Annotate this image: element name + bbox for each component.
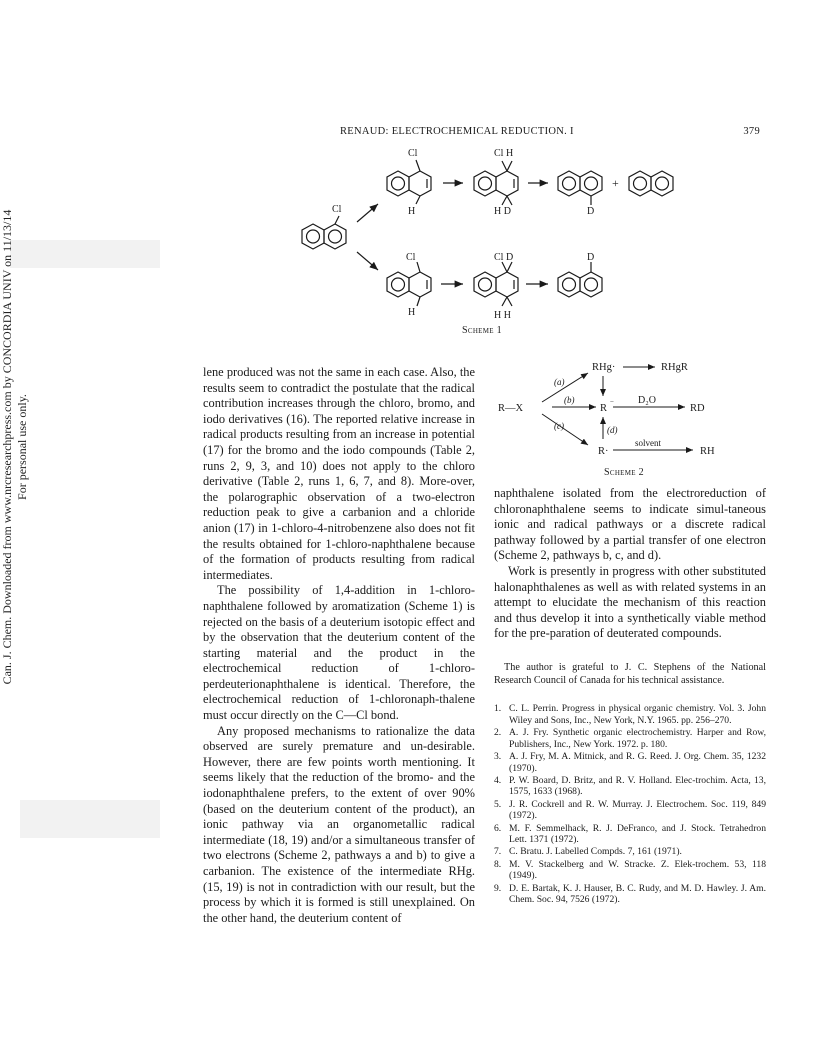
deuteronaphthalene-top-structure [558, 171, 602, 205]
label-r-radical: R· [598, 446, 609, 457]
reference-text: A. J. Fry. Synthetic organic electrochemistry. Harper and Row, Publishers, Inc., New York. 1972. p. 180. [509, 726, 766, 750]
reference-item [494, 823, 766, 846]
label-d2o: D₂O [638, 395, 656, 406]
label-bot-cld: Cl D [494, 252, 514, 263]
scheme-1-caption: Scheme 1 [462, 325, 502, 336]
reference-number: 1. [494, 703, 502, 714]
reference-number: 4. [494, 774, 502, 786]
scheme-1 [0, 0, 816, 340]
reference-text: C. L. Perrin. Progress in physical organic chemistry. Vol. 3. John Wiley and Sons, Inc., New York, N.Y. 1965. pp. 256–270. [509, 703, 766, 726]
label-top-clh: Cl H [494, 148, 514, 159]
reference-item [494, 775, 766, 798]
label-bot-cl-1: Cl [406, 252, 416, 263]
reference-item [494, 846, 766, 858]
label-rx: R—X [498, 403, 524, 414]
reference-item [494, 703, 766, 726]
download-notice-line2: For personal use only. [15, 394, 29, 500]
reference-text: M. V. Stackelberg and W. Stracke. Z. Elek-trochem. 53, 118 (1949). [509, 858, 766, 882]
bottom-intermediate-1-structure [387, 262, 431, 306]
deuteronaphthalene-bottom-structure [558, 262, 602, 297]
label-bot-h-1: H [408, 307, 416, 318]
label-top-d: D [587, 206, 595, 217]
scheme-2 [490, 355, 770, 480]
reference-number: 5. [494, 798, 502, 810]
reference-item [494, 859, 766, 882]
paragraph: The possibility of 1,4-addition in 1-chloro-naphthalene followed by aromatization (Scheme 1) is rejected on the basis of a deuterium isotopic effect and by the observation that the deuterium content of the starting material and the product in the electrochemical reduction of 1-chloro-perdeuterionaphthalene is identical. Therefore, the electrochemical reduction of 1-chloronaph-thalene must occur directly on the C—Cl bond. [203, 583, 475, 723]
label-plus: + [612, 176, 619, 190]
label-bot-hh: H H [494, 310, 511, 321]
reference-number: 2. [494, 726, 502, 738]
download-notice-line1: Can. J. Chem. Downloaded from www.nrcresearchpress.com by CONCORDIA UNIV on 11/13/14 [0, 209, 14, 685]
label-top-hd: H D [494, 206, 511, 217]
pathway-c-arrow [542, 414, 588, 445]
arrow-down-path [357, 252, 378, 270]
naphthalene-start-structure [302, 216, 346, 249]
label-rd: RD [690, 403, 705, 414]
naphthalene-top-structure [629, 171, 673, 196]
label-a: (a) [554, 377, 565, 387]
label-cl-start: Cl [332, 204, 342, 215]
right-column [494, 486, 766, 642]
reference-number: 3. [494, 750, 502, 762]
label-top-h-1: H [408, 206, 416, 217]
paragraph: lene produced was not the same in each case. Also, the results seem to contradict the postulate that the radical contribution increases through the chloro, bromo, and iodo derivatives (16). The reported relative increase in radical products resulting from an increase in potential (17) for the bromo and the iodo compounds (Table 2, runs 2, 9, 3, and 10) does not apply to the chloro derivative (Table 2, runs 1, 6, 7, and 8). More-over, the polarographic observation of a two-electron reduction peak to give a carbanion and a chloride anion (17) in 1-chloro-4-nitrobenzene also does not fit the results obtained for 1-chloro-naphthalene because of the formation of products resulting from radical intermediates. [203, 365, 475, 582]
paragraph: naphthalene isolated from the electroreduction of chloronaphthalene seems to indicate simul-taneous ionic and radical pathways or a discrete radical pathway followed by a partial transfer of one electron (Scheme 2, pathways b, c, and d). [494, 486, 766, 563]
reference-list [494, 703, 766, 906]
label-top-cl-1: Cl [408, 148, 418, 159]
label-d: (d) [607, 425, 618, 435]
reference-number: 6. [494, 822, 502, 834]
bottom-intermediate-2-structure [474, 262, 518, 306]
reference-number: 9. [494, 882, 502, 894]
reference-text: J. R. Cockrell and R. W. Murray. J. Electrochem. Soc. 119, 849 (1972). [509, 798, 766, 822]
paragraph: Work is presently in progress with other substituted halonaphthalenes as well as with related systems in an attempt to elucidate the mechanism of this reaction and thus develop it into a synthetically viable method for the pre-paration of deuterated compounds. [494, 563, 766, 641]
page-number: 379 [743, 126, 760, 137]
reference-text: P. W. Board, D. Britz, and R. V. Holland. Elec-trochim. Acta, 13, 1575, 1633 (1968). [509, 774, 766, 798]
top-intermediate-2-structure [474, 161, 518, 205]
reference-item [494, 727, 766, 750]
paragraph: Any proposed mechanisms to rationalize the data observed are surely premature and un-desirable. However, there are few points worth mentioning. It seems likely that the reduction of the bromo- and the iodonaphthalene prefers, to the extent of over 90% (based on the deuterium content of the product), an ionic pathway via an organometallic radical intermediate (18, 19) and/or a simultaneous transfer of two electrons (Scheme 2, pathways a and b) to give a carbanion. The existence of the intermediate RHg. (15, 19) is not in contradiction with our result, but the process by which it is formed is still unexplained. On the other hand, the deuterium content of [203, 723, 475, 925]
label-solvent: solvent [635, 438, 661, 448]
label-bot-d: D [587, 252, 595, 263]
reference-text: M. F. Semmelhack, R. J. DeFranco, and J. Stock. Tetrahedron Lett. 1371 (1972). [509, 822, 766, 846]
reference-text: A. J. Fry, M. A. Mitnick, and R. G. Reed. J. Org. Chem. 35, 1232 (1970). [509, 750, 766, 774]
label-c: (c) [554, 421, 564, 431]
label-r-minus-sign: − [610, 398, 614, 406]
left-column [203, 365, 475, 926]
reference-item [494, 751, 766, 774]
reference-item [494, 883, 766, 906]
label-rhgr: RHgR [661, 362, 688, 373]
label-r-minus: R [600, 403, 608, 414]
label-rh: RH [700, 446, 715, 457]
reference-number: 8. [494, 858, 502, 870]
reference-text: C. Bratu. J. Labelled Compds. 7, 161 (1971). [509, 846, 682, 858]
scheme-2-caption: Scheme 2 [604, 467, 644, 478]
arrow-up-path [357, 204, 378, 222]
scan-artifact [20, 800, 160, 838]
running-title: RENAUD: ELECTROCHEMICAL REDUCTION. I [340, 126, 574, 137]
reference-item [494, 799, 766, 822]
reference-text: D. E. Bartak, K. J. Hauser, B. C. Rudy, and M. D. Hawley. J. Am. Chem. Soc. 94, 7526 (1972). [509, 882, 766, 906]
reference-number: 7. [494, 846, 502, 858]
acknowledgement: The author is grateful to J. C. Stephens of the National Research Council of Canada for his technical assistance. [494, 662, 766, 686]
label-rhg: RHg· [592, 362, 616, 373]
top-intermediate-1-structure [387, 160, 431, 204]
label-b: (b) [564, 395, 575, 405]
